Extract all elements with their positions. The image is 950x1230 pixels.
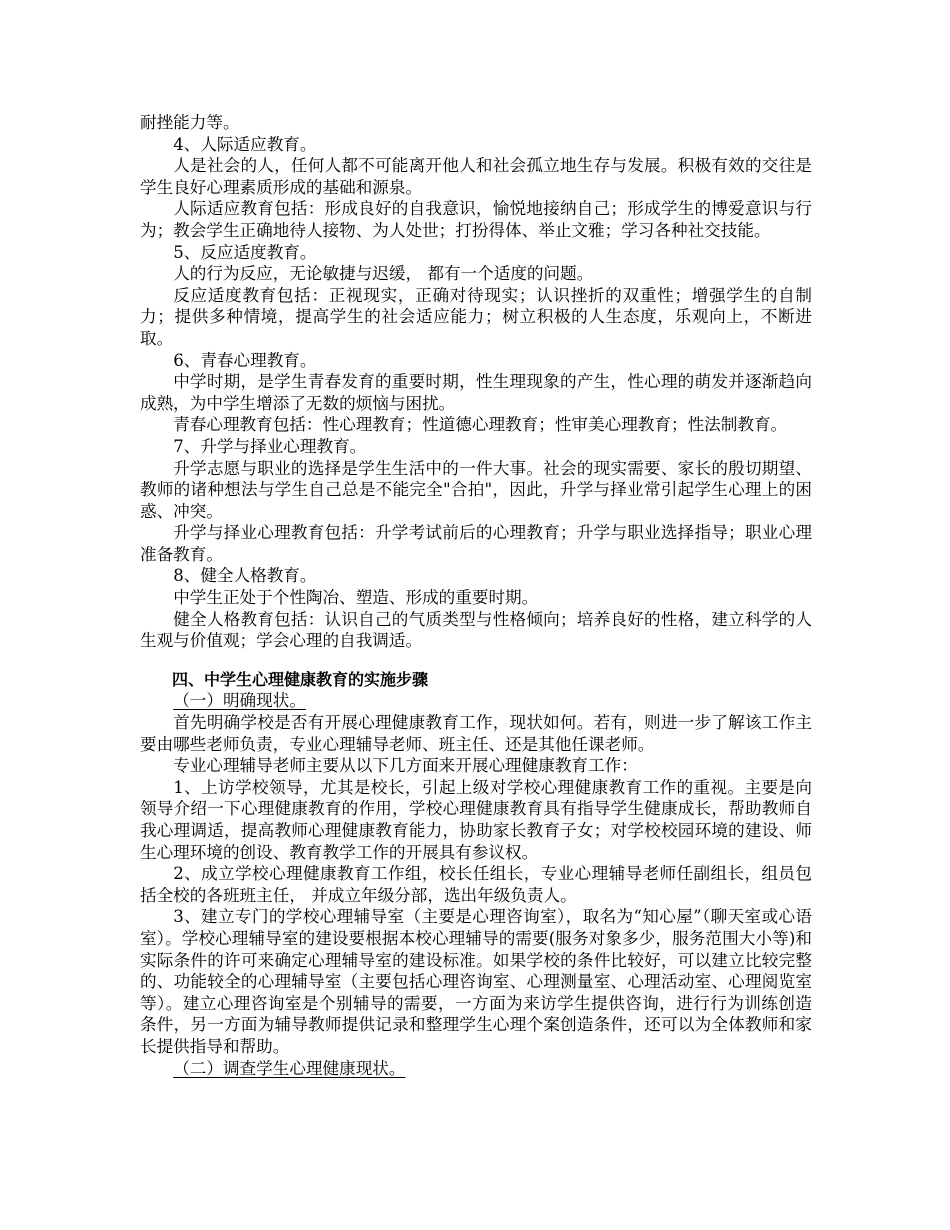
subheading-text: （二）调查学生心理健康现状。 xyxy=(173,1058,406,1078)
subheading-text: （一）明确现状。 xyxy=(173,691,306,711)
paragraph: 耐挫能力等。 xyxy=(140,113,240,132)
paragraph: 青春心理教育包括：性心理教育；性道德心理教育；性审美心理教育；性法制教育。 xyxy=(173,415,788,435)
paragraph: 首先明确学校是否有开展心理健康教育工作，现状如何。若有，则进一步了解该工作主要由哪些老师负责，专业心理辅导老师、班主任、还是其他任课老师。 xyxy=(140,713,812,754)
paragraph: 人的行为反应，无论敏捷与迟缓， 都有一个适度的问题。 xyxy=(173,264,594,284)
subheading-survey xyxy=(140,1058,812,1080)
paragraph: 人际适应教育包括：形成良好的自我意识，愉悦地接纳自己；形成学生的博爱意识与行为；教会学生正确地待人接物、为人处世；打扮得体、举止文雅；学习各种社交技能。 xyxy=(140,199,812,240)
subheading-current-status xyxy=(140,690,812,712)
paragraph: 健全人格教育包括：认识自己的气质类型与性格倾向；培养良好的性格，建立科学的人生观与价值观；学会心理的自我调适。 xyxy=(140,609,812,651)
list-item-heading: 8、健全人格教育。 xyxy=(173,566,317,586)
paragraph: 中学时期，是学生青春发育的重要时期，性生理现象的产生，性心理的萌发并逐渐趋向成熟，为中学生增添了无数的烦恼与困扰。 xyxy=(140,372,812,413)
list-item-heading: 5、反应适度教育。 xyxy=(173,242,317,262)
document-page xyxy=(140,112,812,1079)
paragraph: 中学生正处于个性陶冶、塑造、形成的重要时期。 xyxy=(173,588,539,608)
list-item-heading: 6、青春心理教育。 xyxy=(173,350,317,370)
list-item-heading: 7、升学与择业心理教育。 xyxy=(173,436,367,456)
list-item-heading: 4、人际适应教育。 xyxy=(173,134,317,154)
paragraph: 3、建立专门的学校心理辅导室（主要是心理咨询室），取名为“知心屋”（聊天室或心语室）。学校心理辅导室的建设要根据本校心理辅导的需要(服务对象多少，服务范围大小等)和实际条件的许可来确定心理辅导室的建设标准。如果学校的条件比较好，可以建立比较完整的、功能较全的心理辅导室（主要包括心理咨询室、心理测量室、心理活动室、心理阅览室等）。建立心理咨询室是个别辅导的需要，一方面为来访学生提供咨询，进行行为训练创造条件，另一方面为辅导教师提供记录和整理学生心理个案创造条件，还可以为全体教师和家长提供指导和帮助。 xyxy=(140,907,812,1056)
section-heading: 四、中学生心理健康教育的实施步骤 xyxy=(172,669,429,689)
paragraph: 1、上访学校领导，尤其是校长，引起上级对学校心理健康教育工作的重视。主要是向领导介绍一下心理健康教育的作用，学校心理健康教育具有指导学生健康成长，帮助教师自我心理调适，提高教师心理健康教育能力，协助家长教育子女；对学校校园环境的建设、师生心理环境的创设、教育教学工作的开展具有参议权。 xyxy=(140,777,812,862)
paragraph: 反应适度教育包括：正视现实，正确对待现实；认识挫折的双重性；增强学生的自制力；提供多种情境，提高学生的社会适应能力；树立积极的人生态度，乐观向上，不断进取。 xyxy=(140,285,812,348)
paragraph: 升学志愿与职业的选择是学生生活中的一件大事。社会的现实需要、家长的殷切期望、教师的诸种想法与学生自己总是不能完全"合拍"，因此，升学与择业常引起学生心理上的困惑、冲突。 xyxy=(140,458,812,521)
paragraph: 人是社会的人，任何人都不可能离开他人和社会孤立地生存与发展。积极有效的交往是学生良好心理素质形成的基础和源泉。 xyxy=(140,156,812,197)
paragraph: 2、成立学校心理健康教育工作组，校长任组长，专业心理辅导老师任副组长，组员包括全校的各班班主任， 并成立年级分部，选出年级负责人。 xyxy=(140,864,812,905)
paragraph: 升学与择业心理教育包括：升学考试前后的心理教育；升学与职业选择指导；职业心理准备教育。 xyxy=(140,523,812,564)
paragraph: 专业心理辅导老师主要从以下几方面来开展心理健康教育工作： xyxy=(173,756,638,776)
